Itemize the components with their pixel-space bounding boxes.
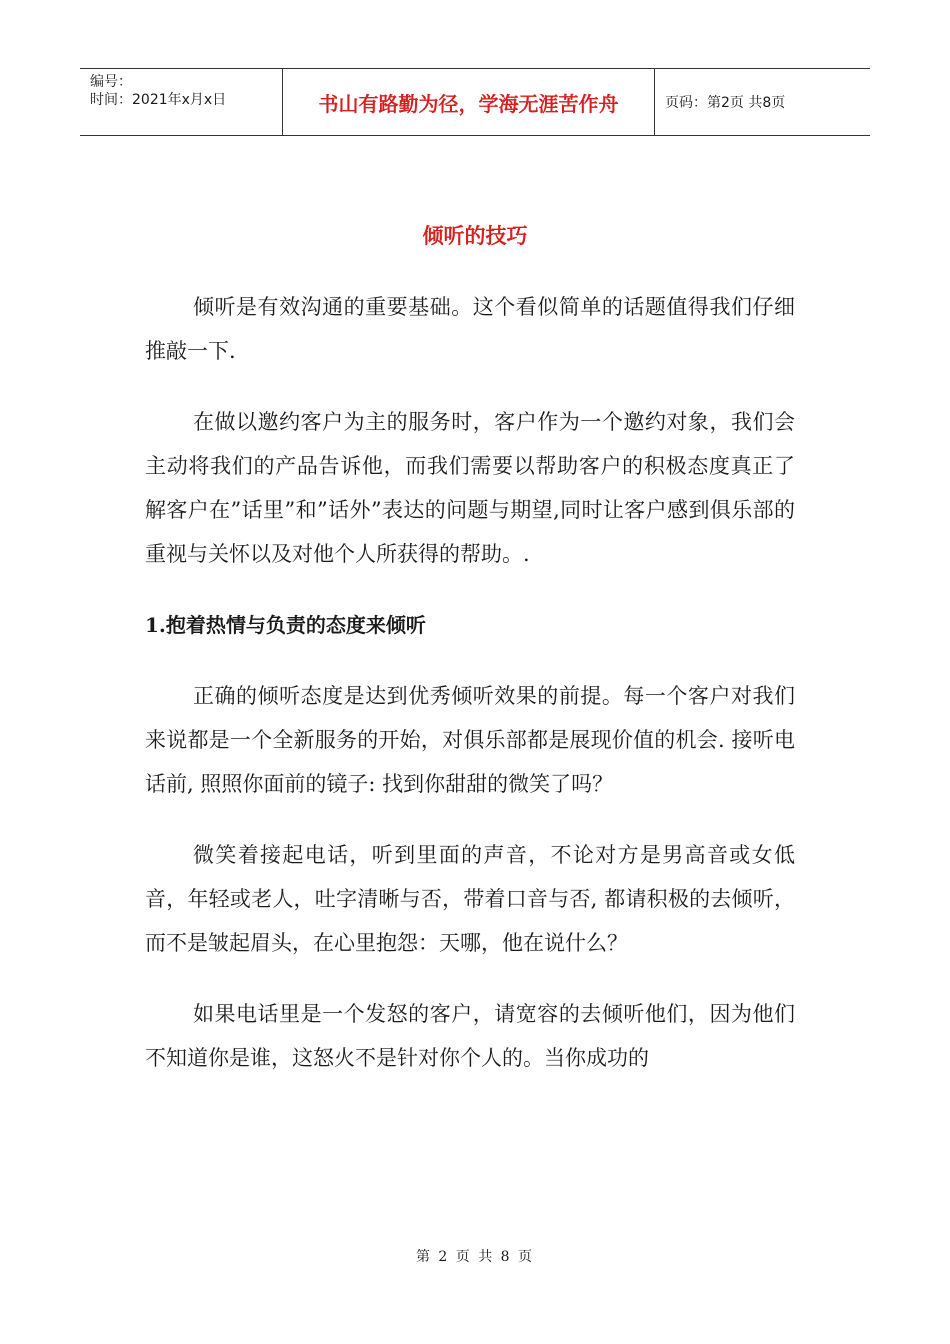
date-label: 时间：2021年x月x日	[90, 92, 227, 108]
page-footer: 第 2 页 共 8 页	[415, 1249, 535, 1265]
number-label: 编号：	[90, 74, 132, 90]
document-body	[145, 285, 795, 1107]
header-motto: 书山有路勤为径，学海无涯苦作舟	[283, 69, 655, 135]
intro-paragraph-1: 倾听是有效沟通的重要基础。这个看似简单的话题值得我们仔细推敲一下.	[145, 295, 795, 363]
header-page-info: 页码：第2页 共8页	[665, 95, 786, 111]
header-meta	[80, 69, 283, 135]
section-paragraph-3: 如果电话里是一个发怒的客户，请宽容的去倾听他们，因为他们不知道你是谁，这怒火不是针对你个人的。当你成功的	[145, 1002, 795, 1070]
section-paragraph-1: 正确的倾听态度是达到优秀倾听效果的前提。每一个客户对我们来说都是一个全新服务的开始，对俱乐部都是展现价值的机会. 接听电话前, 照照你面前的镜子: 找到你甜甜的微笑了吗？	[145, 684, 795, 796]
page-header	[80, 68, 870, 136]
document-title: 倾听的技巧	[422, 224, 528, 248]
section-paragraph-2: 微笑着接起电话，听到里面的声音，不论对方是男高音或女低音，年轻或老人，吐字清晰与否，带着口音与否, 都请积极的去倾听，而不是皱起眉头，在心里抱怨：天哪，他在说什么？	[145, 843, 795, 955]
section-heading: 1.抱着热情与负责的态度来倾听	[145, 613, 426, 637]
intro-paragraph-2: 在做以邀约客户为主的服务时，客户作为一个邀约对象，我们会主动将我们的产品告诉他，而我们需要以帮助客户的积极态度真正了解客户在”话里”和”话外”表达的问题与期望,同时让客户感到俱乐部的重视与关怀以及对他个人所获得的帮助。.	[145, 410, 795, 566]
